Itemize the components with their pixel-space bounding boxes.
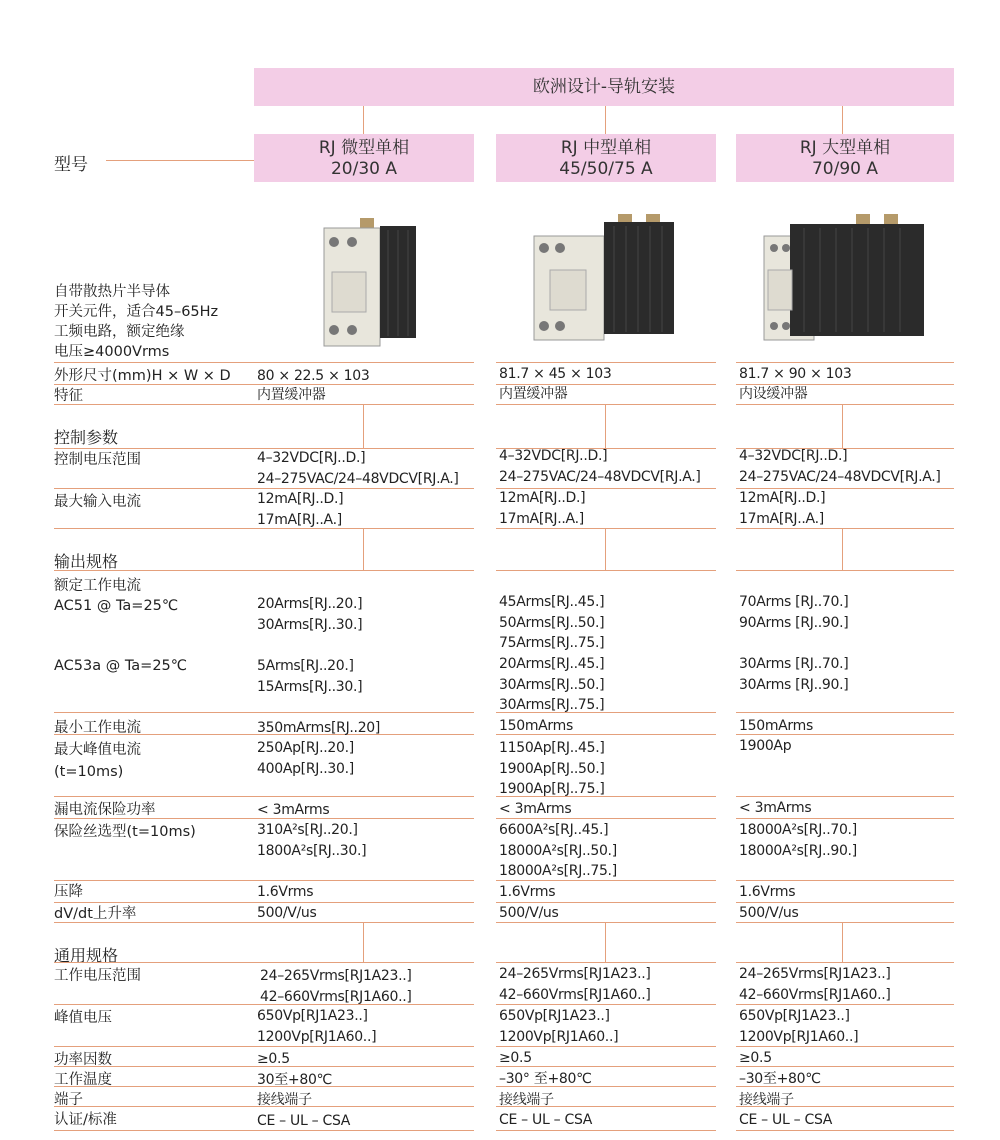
- section-connector: [842, 528, 843, 570]
- col3-leakage: < 3mArms: [739, 800, 812, 816]
- section-general: 通用规格: [54, 946, 119, 965]
- product-header-large: [736, 134, 954, 182]
- row-divider: [54, 922, 254, 923]
- col3-ac51: 70Arms [RJ..70.] 90Arms [RJ..90.]: [739, 594, 849, 631]
- col1-peak-voltage: 650Vp[RJ1A23..] 1200Vp[RJ1A60..]: [257, 1008, 377, 1045]
- section-output: 输出规格: [54, 552, 119, 571]
- row-divider: [254, 570, 474, 571]
- col2-min-current: 150mArms: [499, 718, 573, 734]
- row-divider: [736, 712, 954, 713]
- row-divider: [736, 962, 954, 963]
- row-divider: [254, 962, 474, 963]
- col3-working-voltage: 24–265Vrms[RJ1A23..] 42–660Vrms[RJ1A60..]: [739, 966, 891, 1003]
- col1-dimensions: 80 × 22.5 × 103: [257, 368, 370, 384]
- col2-power-factor: ≥0.5: [499, 1050, 532, 1066]
- row-divider: [54, 1004, 254, 1005]
- section-connector: [363, 528, 364, 570]
- product-header-medium: [496, 134, 716, 182]
- col3-dimensions: 81.7 × 90 × 103: [739, 366, 852, 382]
- label-leakage: 漏电流保险功率: [54, 802, 156, 818]
- description-line: 工频电路，额定绝缘: [54, 324, 185, 340]
- col3-min-current: 150mArms: [739, 718, 813, 734]
- col2-temperature: –30° 至+80℃: [499, 1071, 592, 1087]
- col1-min-current: 350mArms[RJ..20]: [257, 720, 381, 736]
- label-terminal: 端子: [54, 1092, 83, 1108]
- label-dimensions: 外形尺寸(mm)H × W × D: [54, 368, 231, 384]
- col3-control-voltage: 4–32VDC[RJ..D.] 24–275VAC/24–48VDCV[RJ.A.]: [739, 448, 941, 485]
- col3-voltage-drop: 1.6Vrms: [739, 884, 796, 900]
- section-connector: [363, 404, 364, 448]
- row-divider: [254, 712, 474, 713]
- col2-peak-voltage: 650Vp[RJ1A23..] 1200Vp[RJ1A60..]: [499, 1008, 619, 1045]
- label-feature: 特征: [54, 388, 83, 404]
- col1-voltage-drop: 1.6Vrms: [257, 884, 314, 900]
- row-divider: [54, 570, 254, 571]
- row-divider: [496, 570, 716, 571]
- label-temperature: 工作温度: [54, 1072, 112, 1088]
- col2-ac53a: 20Arms[RJ..45.] 30Arms[RJ..50.] 30Arms[RJ..75.]: [499, 656, 605, 713]
- row-divider: [254, 796, 474, 797]
- product-current: 70/90 A: [811, 159, 879, 179]
- connector-line: [842, 106, 843, 134]
- col3-power-factor: ≥0.5: [739, 1050, 772, 1066]
- col1-feature: 内置缓冲器: [257, 387, 326, 403]
- section-connector: [605, 528, 606, 570]
- description-line: 自带散热片半导体: [54, 284, 170, 300]
- row-divider: [54, 488, 254, 489]
- row-divider: [254, 880, 474, 881]
- section-connector: [842, 922, 843, 962]
- row-divider: [496, 362, 716, 363]
- design-banner: [254, 68, 954, 106]
- col2-certification: CE – UL – CSA: [499, 1112, 593, 1128]
- product-name: RJ 中型单相: [560, 138, 652, 158]
- col2-terminal: 接线端子: [499, 1092, 554, 1108]
- col1-temperature: 30至+80℃: [257, 1072, 332, 1088]
- col2-leakage: < 3mArms: [499, 801, 572, 817]
- col1-max-input-current: 12mA[RJ..D.] 17mA[RJ..A.]: [257, 491, 344, 528]
- col3-max-input-current: 12mA[RJ..D.] 17mA[RJ..A.]: [739, 490, 826, 527]
- label-control-voltage: 控制电压范围: [54, 452, 141, 468]
- label-rated-current: 额定工作电流: [54, 578, 141, 594]
- col1-ac51: 20Arms[RJ..20.] 30Arms[RJ..30.]: [257, 596, 363, 633]
- row-divider: [54, 712, 254, 713]
- col1-control-voltage: 4–32VDC[RJ..D.] 24–275VAC/24–48VDCV[RJ.A.]: [257, 450, 459, 487]
- product-image-medium: [530, 210, 680, 350]
- row-divider: [54, 362, 254, 363]
- col2-feature: 内置缓冲器: [499, 386, 568, 402]
- col2-max-input-current: 12mA[RJ..D.] 17mA[RJ..A.]: [499, 490, 586, 527]
- col3-fuse: 18000A²s[RJ..70.] 18000A²s[RJ..90.]: [739, 822, 857, 859]
- product-image-large: [760, 210, 930, 350]
- product-name: RJ 大型单相: [799, 138, 891, 158]
- row-divider: [54, 902, 254, 903]
- row-divider: [54, 1066, 254, 1067]
- col2-voltage-drop: 1.6Vrms: [499, 884, 556, 900]
- label-power-factor: 功率因数: [54, 1052, 112, 1068]
- label-ac51: AC51 @ Ta=25℃: [54, 598, 179, 614]
- label-peak-voltage: 峰值电压: [54, 1010, 112, 1026]
- row-divider: [54, 528, 254, 529]
- col2-fuse: 6600A²s[RJ..45.] 18000A²s[RJ..50.] 18000A²s[RJ..75.]: [499, 822, 617, 879]
- col2-working-voltage: 24–265Vrms[RJ1A23..] 42–660Vrms[RJ1A60..]: [499, 966, 651, 1003]
- label-fuse: 保险丝选型(t=10ms): [54, 824, 196, 840]
- section-connector: [363, 922, 364, 962]
- section-connector: [605, 404, 606, 448]
- label-working-voltage: 工作电压范围: [54, 968, 141, 984]
- col1-leakage: < 3mArms: [257, 802, 330, 818]
- row-divider: [54, 1086, 254, 1087]
- col2-dimensions: 81.7 × 45 × 103: [499, 366, 612, 382]
- col2-peak-current: 1150Ap[RJ..45.] 1900Ap[RJ..50.] 1900Ap[RJ..75.]: [499, 740, 605, 797]
- col2-ac51: 45Arms[RJ..45.] 50Arms[RJ..50.] 75Arms[RJ..75.]: [499, 594, 605, 651]
- col1-peak-current: 250Ap[RJ..20.] 400Ap[RJ..30.]: [257, 740, 354, 777]
- row-divider: [54, 796, 254, 797]
- row-divider: [54, 384, 254, 385]
- product-header-small: [254, 134, 474, 182]
- section-control: 控制参数: [54, 428, 119, 447]
- col1-working-voltage: 24–265Vrms[RJ1A23..] 42–660Vrms[RJ1A60..]: [260, 968, 412, 1005]
- col2-dvdt: 500/V/us: [499, 905, 559, 921]
- col3-feature: 内设缓冲器: [739, 386, 808, 402]
- row-divider: [54, 1046, 254, 1047]
- row-divider: [54, 734, 254, 735]
- col3-dvdt: 500/V/us: [739, 905, 799, 921]
- row-divider: [54, 880, 254, 881]
- model-label: 型号: [54, 155, 88, 175]
- row-divider: [736, 362, 954, 363]
- label-ac53a: AC53a @ Ta=25℃: [54, 658, 188, 674]
- row-divider: [54, 404, 254, 405]
- section-connector: [842, 404, 843, 448]
- col3-temperature: –30至+80℃: [739, 1071, 821, 1087]
- col3-certification: CE – UL – CSA: [739, 1112, 833, 1128]
- row-divider: [736, 796, 954, 797]
- section-connector: [605, 922, 606, 962]
- row-divider: [736, 570, 954, 571]
- connector-line: [363, 106, 364, 134]
- row-divider: [54, 962, 254, 963]
- description-line: 开关元件，适合45–65Hz: [54, 304, 219, 320]
- col2-control-voltage: 4–32VDC[RJ..D.] 24–275VAC/24–48VDCV[RJ.A.]: [499, 448, 701, 485]
- col1-fuse: 310A²s[RJ..20.] 1800A²s[RJ..30.]: [257, 822, 367, 859]
- col1-certification: CE – UL – CSA: [257, 1113, 351, 1129]
- description-line: 电压≥4000Vrms: [54, 344, 170, 360]
- col3-ac53a: 30Arms [RJ..70.] 30Arms [RJ..90.]: [739, 656, 849, 693]
- label-certification: 认证/标准: [54, 1112, 117, 1128]
- product-current: 20/30 A: [330, 159, 398, 179]
- col1-terminal: 接线端子: [257, 1092, 312, 1108]
- label-peak-current-t: (t=10ms): [54, 764, 124, 780]
- label-dvdt: dV/dt上升率: [54, 906, 137, 922]
- col1-dvdt: 500/V/us: [257, 905, 317, 921]
- label-min-current: 最小工作电流: [54, 720, 141, 736]
- banner-text: 欧洲设计-导轨安装: [532, 77, 676, 97]
- product-name: RJ 微型单相: [318, 138, 410, 158]
- col3-peak-current: 1900Ap: [739, 738, 792, 754]
- label-peak-current: 最大峰值电流: [54, 742, 141, 758]
- row-divider: [496, 962, 716, 963]
- model-pointer-line: [106, 160, 256, 161]
- row-divider: [254, 362, 474, 363]
- col3-peak-voltage: 650Vp[RJ1A23..] 1200Vp[RJ1A60..]: [739, 1008, 859, 1045]
- row-divider: [736, 880, 954, 881]
- row-divider: [54, 1130, 254, 1131]
- row-divider: [54, 1106, 254, 1107]
- row-divider: [54, 818, 254, 819]
- label-voltage-drop: 压降: [54, 884, 83, 900]
- connector-line: [605, 106, 606, 134]
- row-divider: [54, 448, 254, 449]
- col1-ac53a: 5Arms[RJ..20.] 15Arms[RJ..30.]: [257, 658, 363, 695]
- col3-terminal: 接线端子: [739, 1092, 794, 1108]
- label-max-input-current: 最大输入电流: [54, 494, 141, 510]
- product-current: 45/50/75 A: [559, 159, 653, 179]
- col1-power-factor: ≥0.5: [257, 1051, 290, 1067]
- product-image-small: [322, 212, 422, 352]
